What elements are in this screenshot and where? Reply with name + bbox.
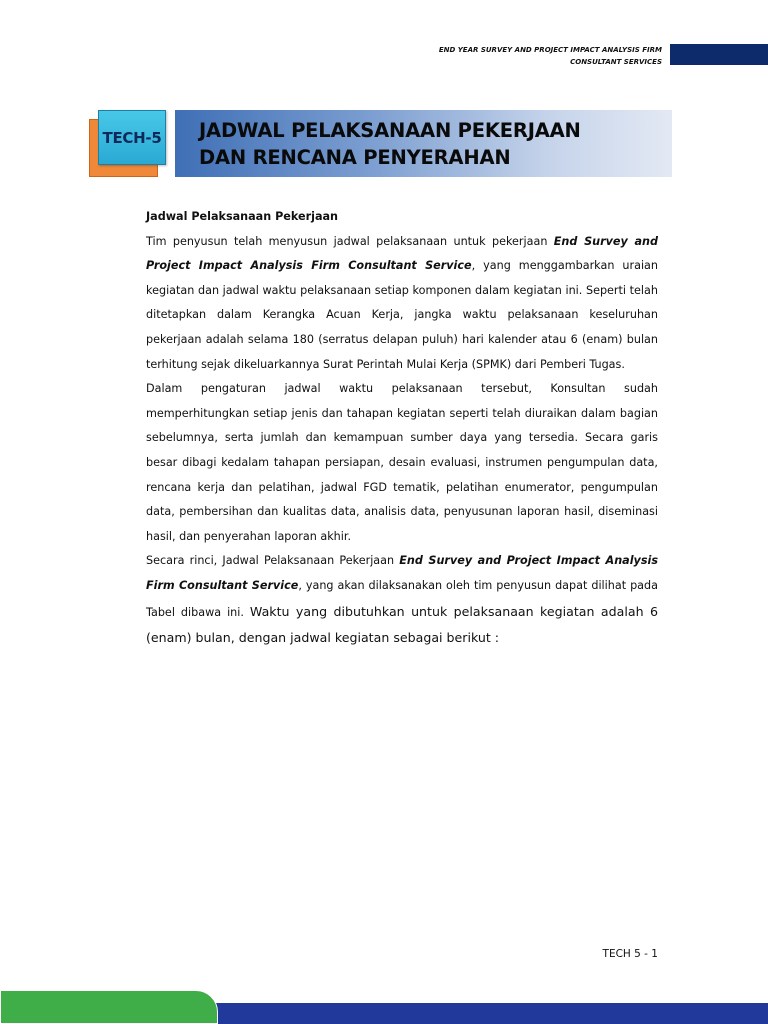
body-content — [146, 205, 658, 652]
paragraph-1-text-b: , yang menggambarkan uraian kegiatan dan jadwal waktu pelaksanaan setiap komponen dalam kegiatan ini. Seperti telah ditetapkan dalam Kerangka Acuan Kerja, jangka waktu pelaksanaan keseluruhan pekerjaan adalah selama 180 (serratus delapan puluh) hari kalender atau 6 (enam) bulan terhitung sejak dikeluarkannya Surat Perintah Mulai Kerja (SPMK) dari Pemberi Tugas. — [146, 259, 658, 371]
header-line-2: CONSULTANT SERVICES — [570, 58, 662, 66]
paragraph-3-text-b: , yang akan dilaksanakan oleh tim penyusun dapat dilihat pada Tabel dibawa ini. — [146, 578, 658, 619]
paragraph-1-emphasis: End Survey and Project Impact Analysis Firm Consultant Service — [146, 234, 659, 273]
header-bar — [670, 44, 768, 65]
footer-green-tab — [0, 990, 218, 1024]
paragraph-3-text-c: Waktu yang dibutuhkan untuk pelaksanaan kegiatan adalah 6 (enam) bulan, dengan jadwal kegiatan sebagai berikut : — [146, 603, 658, 646]
chapter-tab — [98, 110, 166, 165]
running-header — [439, 44, 662, 68]
page-number: TECH 5 - 1 — [602, 948, 658, 960]
title-line-1: JADWAL PELAKSANAAN PEKERJAAN — [199, 119, 581, 142]
footer-blue-bar — [210, 1003, 768, 1024]
page-title — [199, 117, 581, 171]
section-heading: Jadwal Pelaksanaan Pekerjaan — [146, 210, 339, 223]
paragraph-3-text-a: Secara rinci, Jadwal Pelaksanaan Pekerjaan — [146, 554, 400, 568]
paragraph-3 — [146, 549, 658, 651]
chapter-tab-label: TECH-5 — [102, 128, 162, 147]
paragraph-2: Dalam pengaturan jadwal waktu pelaksanaan tersebut, Konsultan sudah memperhitungkan setiap jenis dan tahapan kegiatan seperti telah diuraikan dalam bagian sebelumnya, serta jumlah dan kemampuan sumber daya yang tersedia. Secara garis besar dibagi kedalam tahapan persiapan, desain evaluasi, instrumen pengumpulan data, rencana kerja dan pelatihan, jadwal FGD tematik, pelatihan enumerator, pengumpulan data, pembersihan dan kualitas data, analisis data, penyusunan laporan hasil, diseminasi hasil, dan penyerahan laporan akhir. — [146, 382, 658, 543]
header-line-1: END YEAR SURVEY AND PROJECT IMPACT ANALYSIS FIRM — [438, 46, 662, 54]
title-line-2: DAN RENCANA PENYERAHAN — [199, 146, 511, 169]
paragraph-3-emphasis: End Survey and Project Impact Analysis Firm Consultant Service — [146, 554, 658, 592]
paragraph-1-text-a: Tim penyusun telah menyusun jadwal pelaksanaan untuk pekerjaan — [146, 234, 554, 248]
paragraph-1 — [146, 230, 658, 378]
title-banner — [175, 110, 672, 177]
